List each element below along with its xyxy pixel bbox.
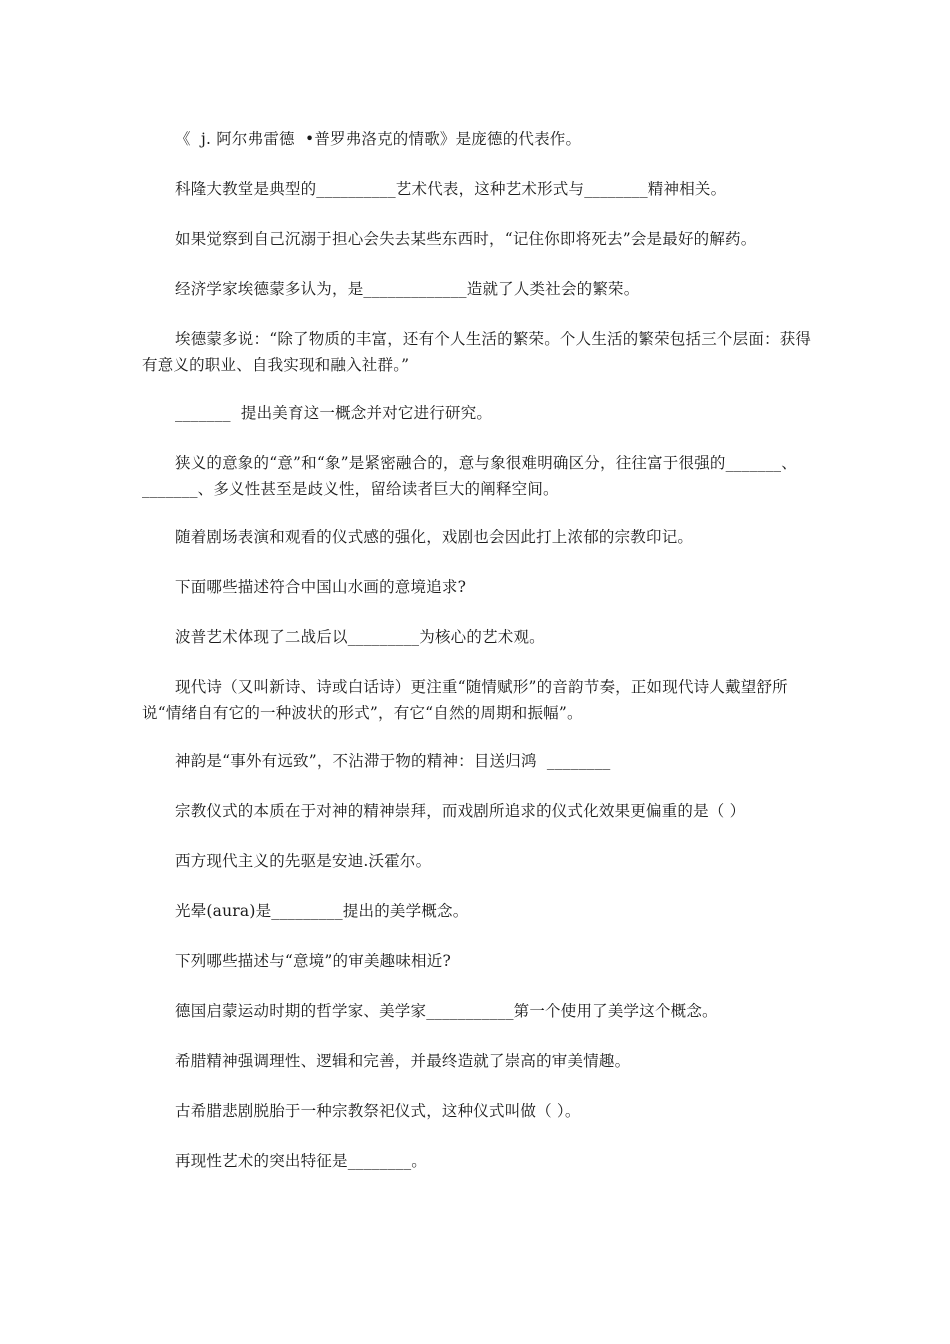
- question-15: 光晕(aura)是_________提出的美学概念。: [175, 902, 469, 920]
- question-16: 下列哪些描述与“意境”的审美趣味相近?: [175, 952, 451, 970]
- question-9: 下面哪些描述符合中国山水画的意境追求?: [175, 578, 467, 596]
- question-1: 《 j. 阿尔弗雷德 •普罗弗洛克的情歌》是庞德的代表作。: [175, 130, 582, 148]
- question-20: 再现性艺术的突出特征是________。: [175, 1152, 428, 1170]
- question-2: 科隆大教堂是典型的__________艺术代表，这种艺术形式与________精神相关。: [175, 180, 727, 198]
- question-14: 西方现代主义的先驱是安迪.沃霍尔。: [175, 852, 432, 870]
- question-12: 神韵是“事外有远致”，不沾滞于物的精神：目送归鸿 ________: [175, 752, 611, 770]
- question-7: 狭义的意象的“意”和“象”是紧密融合的，意与象很难明确区分，往往富于很强的_______、_______、多义性甚至是歧义性，留给读者巨大的阐释空间。: [142, 454, 797, 498]
- question-11: 现代诗（又叫新诗、诗或白话诗）更注重“随情赋形”的音韵节奏，正如现代诗人戴望舒所说“情绪自有它的一种波状的形式”，有它“自然的周期和振幅”。: [142, 678, 788, 722]
- question-10: 波普艺术体现了二战后以_________为核心的艺术观。: [175, 628, 545, 646]
- question-17: 德国启蒙运动时期的哲学家、美学家___________第一个使用了美学这个概念。: [175, 1002, 718, 1020]
- question-18: 希腊精神强调理性、逻辑和完善，并最终造就了崇高的审美情趣。: [175, 1052, 631, 1070]
- question-6: _______ 提出美育这一概念并对它进行研究。: [175, 404, 493, 422]
- question-13: 宗教仪式的本质在于对神的精神崇拜，而戏剧所追求的仪式化效果更偏重的是（ ）: [175, 802, 746, 820]
- question-4: 经济学家埃德蒙多认为，是_____________造就了人类社会的繁荣。: [175, 280, 640, 298]
- question-19: 古希腊悲剧脱胎于一种宗教祭祀仪式，这种仪式叫做（ ）。: [175, 1102, 581, 1120]
- question-3: 如果觉察到自己沉溺于担心会失去某些东西时，“记住你即将死去”会是最好的解药。: [175, 230, 757, 248]
- question-5: 埃德蒙多说：“除了物质的丰富，还有个人生活的繁荣。个人生活的繁荣包括三个层面：获得有意义的职业、自我实现和融入社群。”: [142, 330, 812, 374]
- question-8: 随着剧场表演和观看的仪式感的强化，戏剧也会因此打上浓郁的宗教印记。: [175, 528, 694, 546]
